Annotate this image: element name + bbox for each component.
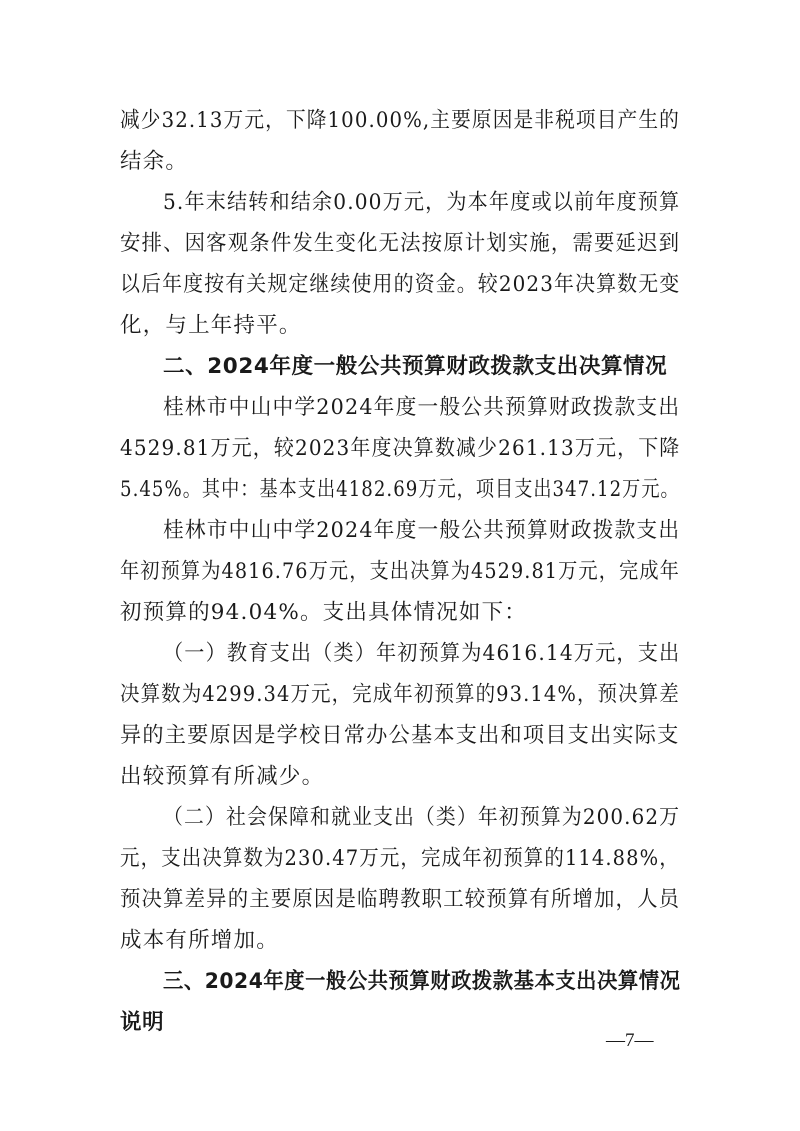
text-line: 5.45%。其中：基本支出4182.69万元，项目支出347.12万元。 xyxy=(120,477,680,502)
text-line: 以后年度按有关规定继续使用的资金。较2023年决算数无变 xyxy=(120,272,681,297)
text-line: 5.年末结转和结余0.00万元，为本年度或以前年度预算 xyxy=(163,190,681,215)
text-line: 安排、因客观条件发生变化无法按原计划实施，需要延迟到 xyxy=(120,231,681,256)
text-line: 预决算差异的主要原因是临聘教职工较预算有所增加，人员 xyxy=(120,887,681,912)
text-line: 桂林市中山中学2024年度一般公共预算财政拨款支出 xyxy=(163,395,681,420)
text-line: 异的主要原因是学校日常办公基本支出和项目支出实际支 xyxy=(120,723,680,748)
text-line: （一）教育支出（类）年初预算为4616.14万元，支出 xyxy=(163,641,681,666)
text-line: （二）社会保障和就业支出（类）年初预算为200.62万 xyxy=(163,805,681,830)
text-line: 化，与上年持平。 xyxy=(120,313,302,338)
page-number: —7— xyxy=(606,1030,654,1051)
text-line: 初预算的94.04%。支出具体情况如下： xyxy=(120,600,527,625)
text-line: 元，支出决算数为230.47万元，完成年初预算的114.88%， xyxy=(120,846,680,871)
text-line: 决算数为4299.34万元，完成年初预算的93.14%，预决算差 xyxy=(120,682,680,707)
text-line: 出较预算有所减少。 xyxy=(120,764,325,789)
text-line: 成本有所增加。 xyxy=(120,928,279,953)
text-line: 减少32.13万元，下降100.00%,主要原因是非税项目产生的 xyxy=(120,108,680,133)
section-heading: 二、2024年度一般公共预算财政拨款支出决算情况 xyxy=(163,354,668,379)
text-line: 结余。 xyxy=(120,149,189,174)
text-line: 桂林市中山中学2024年度一般公共预算财政拨款支出 xyxy=(163,518,681,543)
section-heading: 三、2024年度一般公共预算财政拨款基本支出决算情况 xyxy=(163,969,681,994)
section-heading-continued: 说明 xyxy=(120,1010,165,1035)
text-line: 4529.81万元，较2023年度决算数减少261.13万元，下降 xyxy=(120,436,681,461)
text-line: 年初预算为4816.76万元，支出决算为4529.81万元，完成年 xyxy=(120,559,680,584)
